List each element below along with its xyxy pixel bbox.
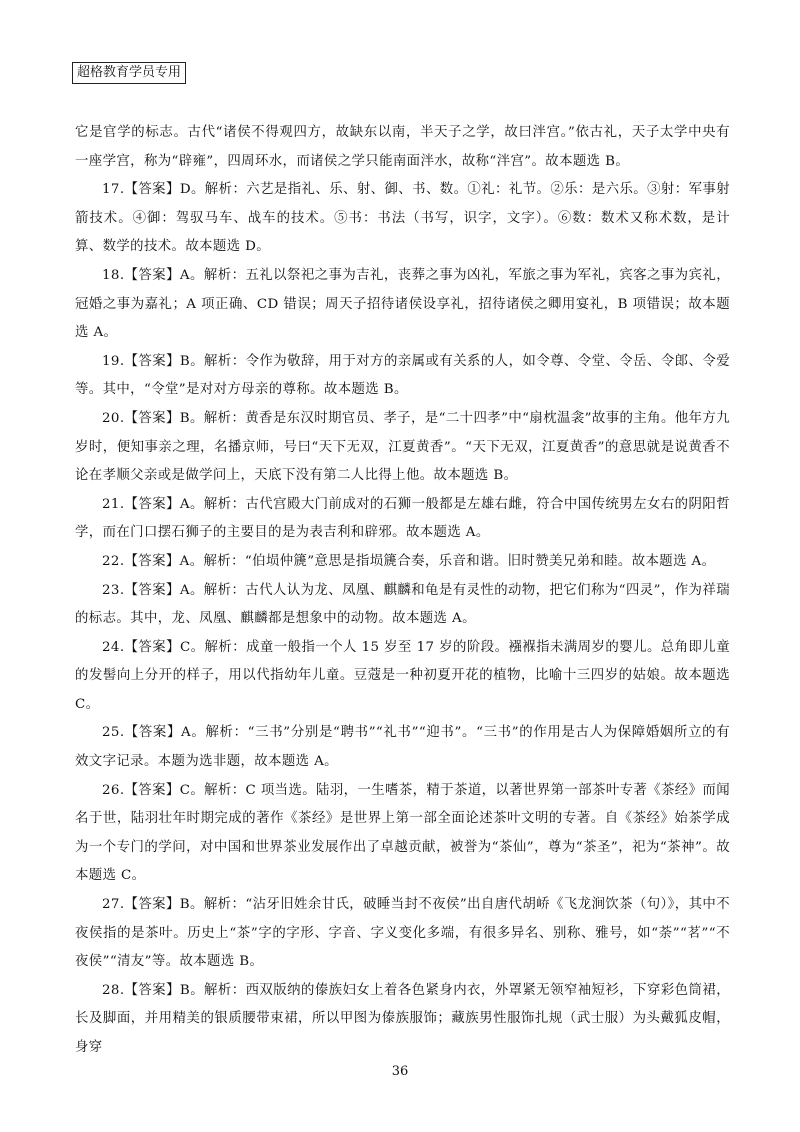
- page-number: 36: [391, 1064, 409, 1079]
- paragraph: 20.【答案】B。解析：黄香是东汉时期官员、孝子，是“二十四孝”中“扇枕温衾”故事的主角。他年方九岁时，便知事亲之理，名播京师，号曰“天下无双，江夏黄香”。“天下无双，江夏黄香”的意思就是说黄香不论在孝顺父亲或是做学问上，天底下没有第二人比得上他。故本题选 B。: [75, 410, 730, 484]
- paragraph: 19.【答案】B。解析：令作为敬辞，用于对方的亲属或有关系的人，如令尊、令堂、令岳、令郎、令爱等。其中，“令堂”是对对方母亲的尊称。故本题选 B。: [75, 353, 730, 398]
- paragraph: 21.【答案】A。解析：古代宫殿大门前成对的石狮一般都是左雄右雌，符合中国传统男左女右的阴阳哲学，而在门口摆石狮子的主要目的是为表吉利和辟邪。故本题选 A。: [75, 496, 730, 541]
- header-label: 超格教育学员专用: [72, 62, 186, 84]
- answer-content: [75, 119, 730, 1063]
- paragraph: 它是官学的标志。古代“诸侯不得观四方，故缺东以南，半天子之学，故曰泮宫。”依古礼，天子太学中央有一座学宫，称为“辟雍”，四周环水，而诸侯之学只能南面泮水，故称“泮宫”。故本题选 B。: [75, 125, 730, 169]
- paragraph: 25.【答案】A。解析：“三书”分别是“聘书”“礼书”“迎书”。“三书”的作用是古人为保障婚姻所立的有效文字记录。本题为选非题，故本题选 A。: [75, 725, 730, 770]
- paragraph: 28.【答案】B。解析：西双版纳的傣族妇女上着各色紧身内衣，外罩紧无领窄袖短衫，下穿彩色筒裙，长及脚面，并用精美的银质腰带束裙，所以甲图为傣族服饰；藏族男性服饰扎规（武士服）为头戴狐皮帽，身穿: [75, 982, 730, 1055]
- paragraph: 26.【答案】C。解析：C 项当选。陆羽，一生嗜茶，精于茶道，以著世界第一部茶叶专著《茶经》而闻名于世，陆羽壮年时期完成的著作《茶经》是世界上第一部全面论述茶叶文明的专著。自《茶经》始茶学成为一个专门的学问，对中国和世界茶业发展作出了卓越贡献，被誉为“茶仙”，尊为“茶圣”，祀为“茶神”。故本题选 C。: [75, 782, 730, 884]
- paragraph: 22.【答案】A。解析：“伯埙仲篪”意思是指埙篪合奏，乐音和谐。旧时赞美兄弟和睦。故本题选 A。: [102, 553, 716, 569]
- paragraph: 23.【答案】A。解析：古代人认为龙、凤凰、麒麟和龟是有灵性的动物，把它们称为“四灵”，作为祥瑞的标志。其中，龙、凤凰、麒麟都是想象中的动物。故本题选 A。: [75, 582, 730, 627]
- paragraph: 17.【答案】D。解析：六艺是指礼、乐、射、御、书、数。①礼：礼节。②乐：是六乐。③射：军事射箭技术。④御：驾驭马车、战车的技术。⑤书：书法（书写，识字，文字）。⑥数：数术又称术数，是计算、数学的技术。故本题选 D。: [75, 182, 730, 255]
- paragraph: 27.【答案】B。解析：“沾牙旧姓余甘氏，破睡当封不夜侯”出自唐代胡峤《飞龙涧饮茶（句）》，其中不夜侯指的是茶叶。历史上“茶”字的字形、字音、字义变化多端，有很多异名、别称、雅号，如“荼”“茗”“不夜侯”“清友”等。故本题选 B。: [75, 897, 730, 970]
- paragraph: 24.【答案】C。解析：成童一般指一个人 15 岁至 17 岁的阶段。襁褓指未满周岁的婴儿。总角即儿童的发髻向上分开的样子，用以代指幼年儿童。豆蔻是一种初夏开花的植物，比喻十三四岁的姑娘。故本题选 C。: [75, 639, 730, 712]
- paragraph: 18.【答案】A。解析：五礼以祭祀之事为吉礼，丧葬之事为凶礼，军旅之事为军礼，宾客之事为宾礼，冠婚之事为嘉礼；A 项正确、CD 错误；周天子招待诸侯设享礼，招待诸侯之卿用宴礼，B 项错误；故本题选 A。: [75, 267, 730, 341]
